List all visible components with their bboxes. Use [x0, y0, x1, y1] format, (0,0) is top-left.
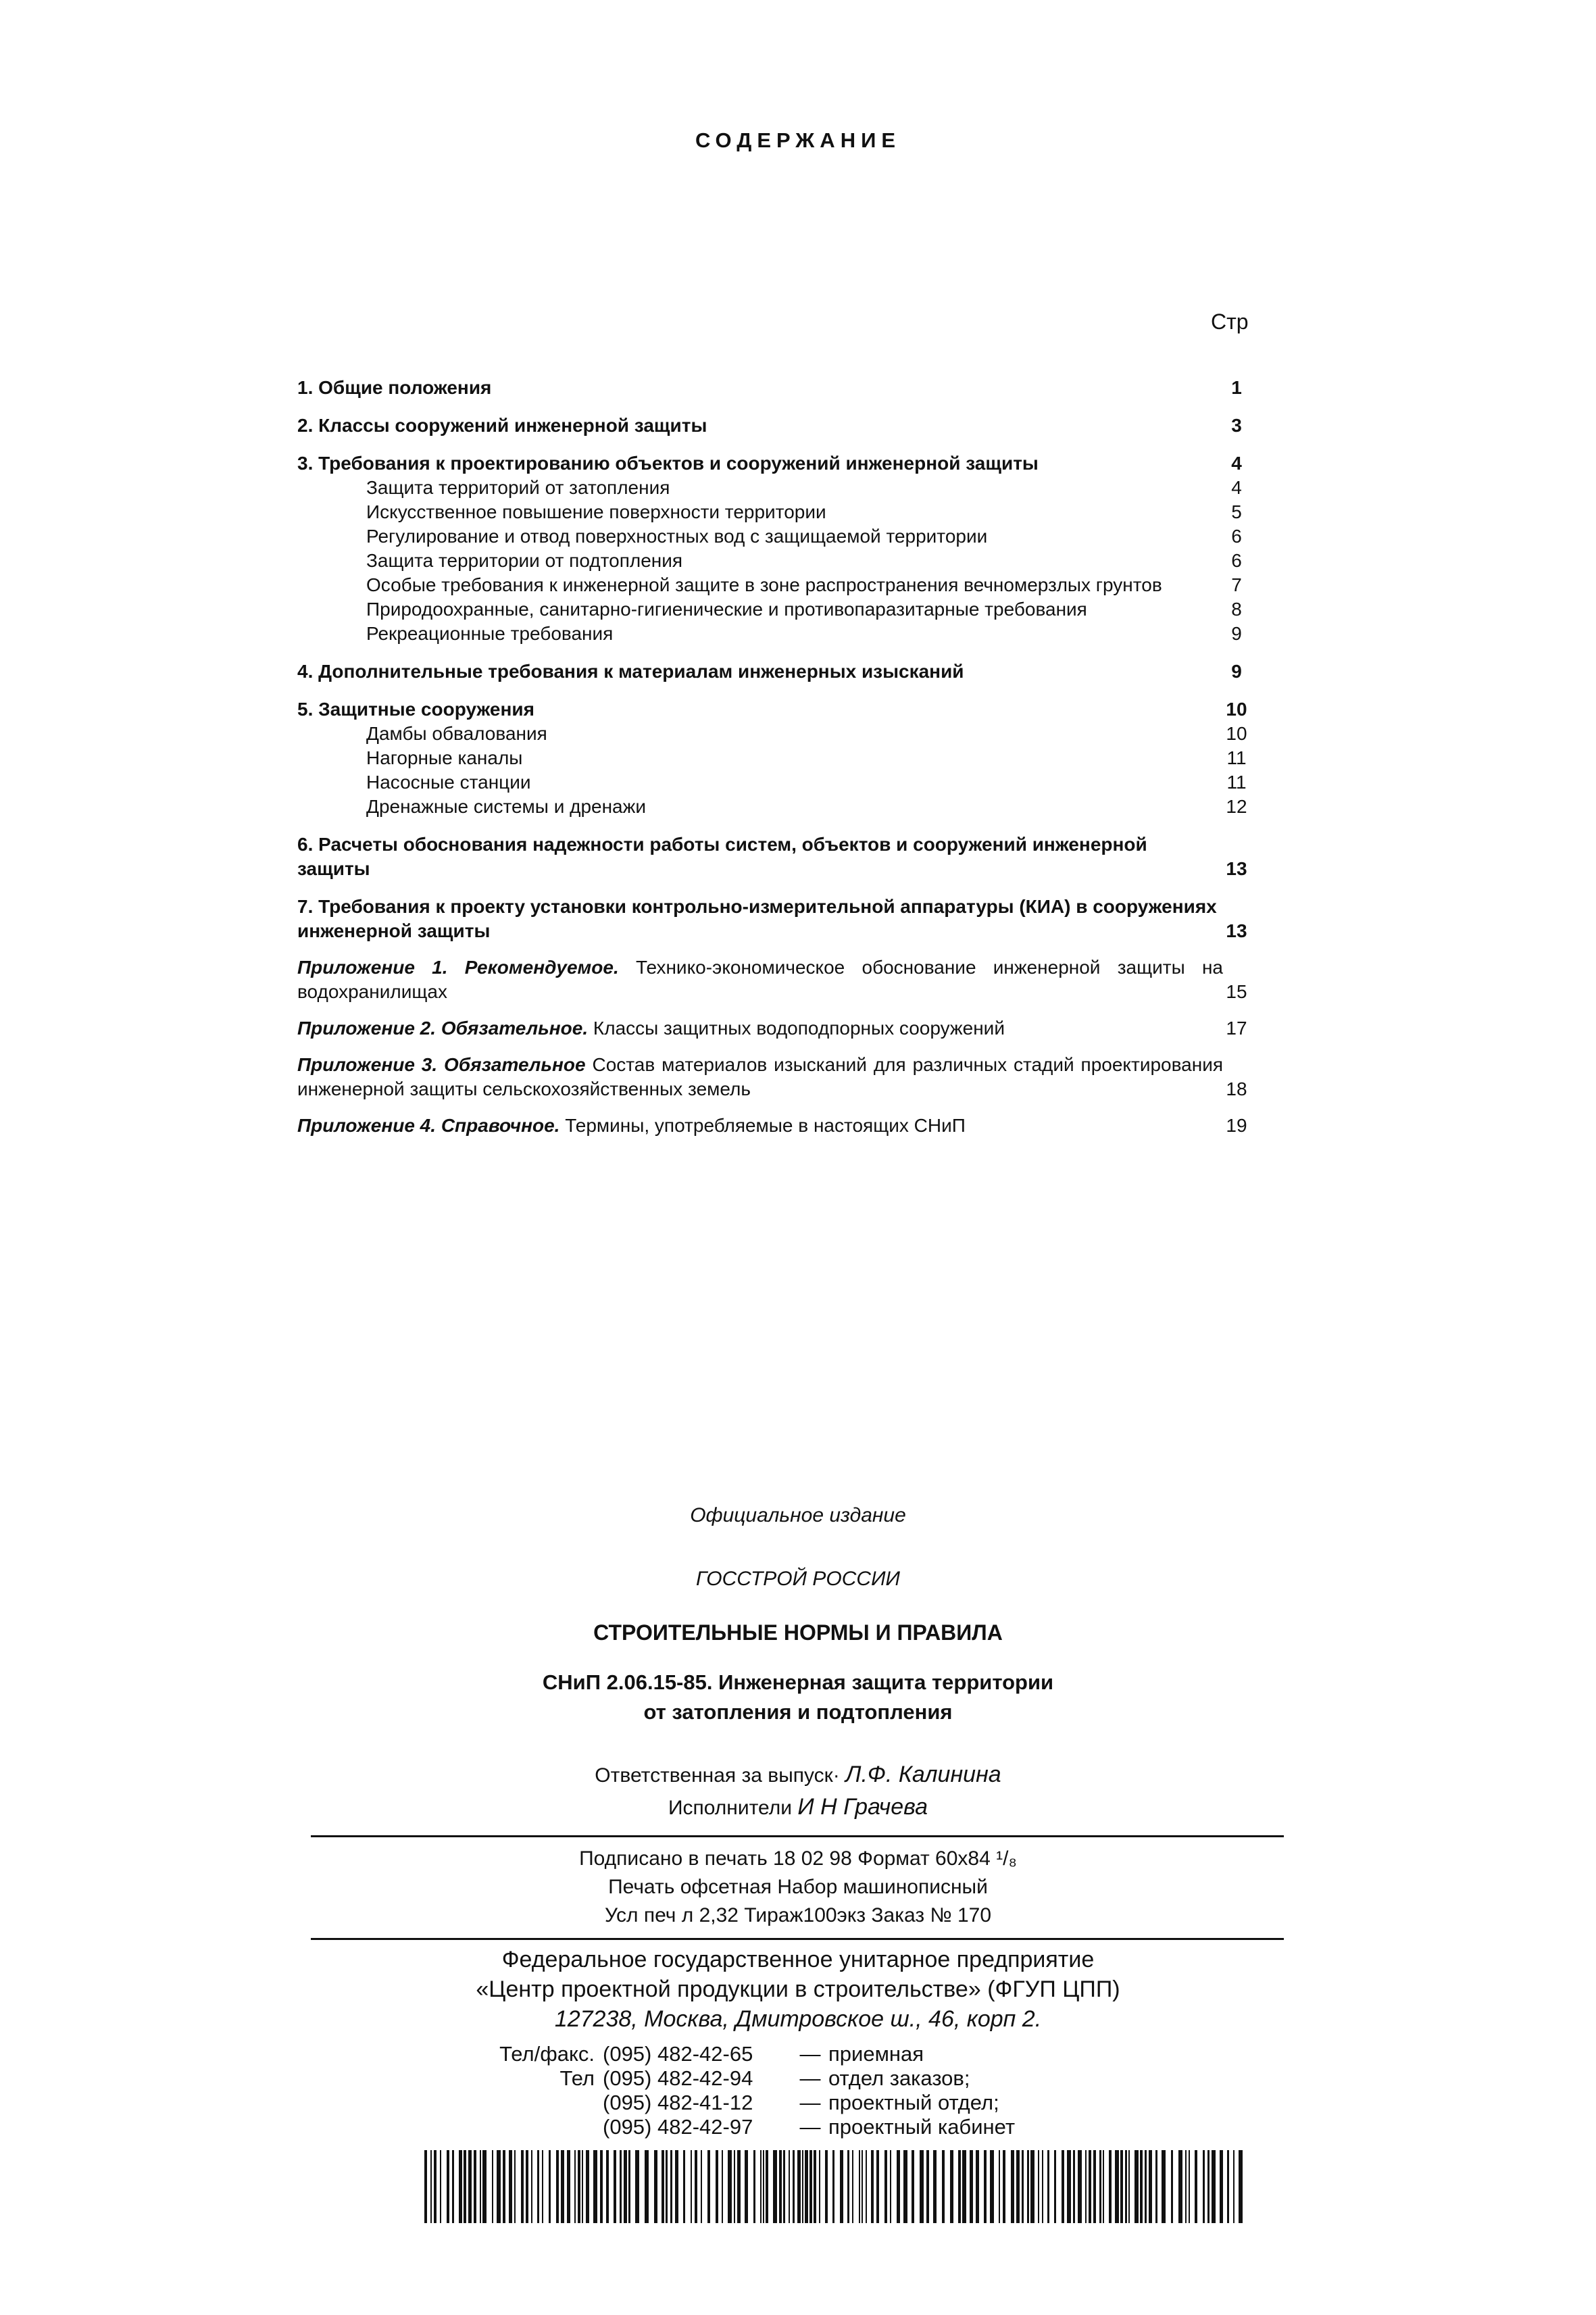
toc-subentry	[297, 795, 1257, 819]
toc-entry-text: Состав материалов изысканий для различных стадий проектирования инженерной защиты сельскохозяйственных земель	[297, 1054, 1223, 1099]
toc-entry-text: Нагорные каналы	[366, 747, 523, 768]
toc-subentry	[297, 500, 1257, 524]
contact-dept: приемная	[828, 2042, 924, 2066]
toc-entry-text: Рекреационные требования	[366, 623, 614, 644]
toc-entry-page: 5	[1231, 501, 1242, 522]
page-column-header: Стр	[1211, 309, 1249, 334]
responsible-persons	[0, 1759, 1596, 1824]
contact-dept: проектный кабинет	[828, 2115, 1016, 2139]
toc-entry-page: 11	[1226, 747, 1247, 768]
appendix-label: Приложение 4. Справочное.	[297, 1115, 560, 1136]
contact-phone: (095) 482-42-94	[603, 2066, 753, 2090]
toc-entry-text: 6. Расчеты обоснования надежности работы систем, объектов и сооружений инженерной защиты	[297, 834, 1147, 879]
toc-entry-page: 7	[1231, 574, 1242, 595]
toc-entry-page: 4	[1231, 453, 1242, 474]
org-line: Федеральное государственное унитарное предприятие	[501, 1947, 1095, 1972]
toc-entry-page: 13	[1226, 920, 1247, 941]
toc-subentry	[297, 597, 1257, 622]
barcode-graphic	[424, 2150, 1245, 2223]
toc-subentry	[297, 476, 1257, 500]
executors-label: Исполнители	[668, 1797, 792, 1819]
divider	[311, 1938, 1284, 1940]
toc-entry-text: Технико-экономическое обоснование инженерной защиты на водохранилищах	[297, 957, 1223, 1002]
toc-entry-text: 4. Дополнительные требования к материалам инженерных изысканий	[297, 661, 964, 682]
contact-row	[468, 2115, 1015, 2139]
series-title: СТРОИТЕЛЬНЫЕ НОРМЫ И ПРАВИЛА	[593, 1620, 1003, 1645]
contact-dept: отдел заказов;	[828, 2066, 970, 2090]
toc-appendix-entry	[297, 955, 1257, 1004]
toc-entry	[297, 451, 1257, 476]
toc-entry-text: Искусственное повышение поверхности территории	[366, 501, 826, 522]
toc-entry-page: 6	[1231, 550, 1242, 571]
toc-subentry	[297, 770, 1257, 795]
toc-entry-text: Защита территории от подтопления	[366, 550, 683, 571]
official-edition-label: Официальное издание	[690, 1504, 906, 1526]
toc-entry-text: 1. Общие положения	[297, 377, 492, 398]
toc-entry-text: 2. Классы сооружений инженерной защиты	[297, 415, 707, 436]
toc-appendix-entry	[297, 1016, 1257, 1041]
toc-entry-text: Дренажные системы и дренажи	[366, 796, 646, 817]
toc-entry-text: Насосные станции	[366, 772, 531, 793]
toc-entry-page: 9	[1231, 623, 1242, 644]
toc-entry-page: 18	[1226, 1078, 1247, 1099]
toc-entry	[297, 697, 1257, 722]
toc-appendix-entry	[297, 1114, 1257, 1138]
toc-appendix-entry	[297, 1053, 1257, 1101]
appendix-label: Приложение 2. Обязательное.	[297, 1018, 589, 1039]
toc-entry-page: 9	[1231, 661, 1242, 682]
toc-entry-page: 10	[1226, 699, 1247, 720]
print-details	[0, 1845, 1596, 1930]
divider	[311, 1835, 1284, 1837]
contact-phone: (095) 482-42-65	[603, 2042, 753, 2066]
org-line: «Центр проектной продукции в строительстве» (ФГУП ЦПП)	[476, 1976, 1120, 2002]
toc-subentry	[297, 746, 1257, 770]
toc-entry-text: Защита территорий от затопления	[366, 477, 670, 498]
contact-row	[468, 2066, 1015, 2091]
toc-entry-page: 6	[1231, 526, 1242, 547]
toc-entry-text: Термины, употребляемые в настоящих СНиП	[565, 1115, 966, 1136]
toc-entry	[297, 659, 1257, 684]
toc-entry-text: Особые требования к инженерной защите в зоне распространения вечномерзлых грунтов	[366, 574, 1162, 595]
toc-entry-page: 15	[1226, 981, 1247, 1002]
contact-label: Тел	[559, 2066, 595, 2090]
toc-subentry	[297, 524, 1257, 549]
org-address: 127238, Москва, Дмитровское ш., 46, корп 2.	[554, 2006, 1042, 2032]
toc-entry	[297, 376, 1257, 400]
toc-entry	[297, 414, 1257, 438]
contact-dash: —	[799, 2042, 821, 2066]
organization-block	[0, 1945, 1596, 2034]
publisher-name: ГОССТРОЙ РОССИИ	[695, 1568, 901, 1590]
contact-label	[468, 2091, 603, 2115]
toc-entry-text: Природоохранные, санитарно-гигиенические и противопаразитарные требования	[366, 599, 1087, 620]
toc-entry-page: 11	[1226, 772, 1247, 793]
contacts-list	[468, 2042, 1015, 2139]
toc-entry	[297, 832, 1257, 881]
toc-entry-page: 10	[1226, 723, 1247, 744]
contact-phone: (095) 482-41-12	[603, 2091, 753, 2114]
contact-dash: —	[799, 2091, 821, 2114]
contact-row	[468, 2091, 1015, 2115]
toc-entry-text: Регулирование и отвод поверхностных вод с защищаемой территории	[366, 526, 988, 547]
toc-entry-text: Дамбы обвалования	[366, 723, 547, 744]
print-line: Подписано в печать 18 02 98 Формат 60х84 ¹/₈	[579, 1847, 1017, 1870]
toc-title: СОДЕРЖАНИЕ	[695, 128, 901, 152]
contact-label: Тел/факс.	[499, 2042, 595, 2066]
print-line: Усл печ л 2,32 Тираж100экз Заказ № 170	[604, 1904, 992, 1926]
print-line: Печать офсетная Набор машинописный	[608, 1876, 988, 1898]
toc-entry-page: 12	[1226, 796, 1247, 817]
toc-entry-page: 4	[1231, 477, 1242, 498]
toc-subentry	[297, 573, 1257, 597]
toc-subentry	[297, 722, 1257, 746]
contact-phone: (095) 482-42-97	[603, 2115, 753, 2139]
contact-dept: проектный отдел;	[828, 2091, 999, 2114]
toc-subentry	[297, 549, 1257, 573]
appendix-label: Приложение 3. Обязательное	[297, 1054, 586, 1075]
appendix-label: Приложение 1. Рекомендуемое.	[297, 957, 619, 978]
toc-entry	[297, 895, 1257, 943]
table-of-contents	[297, 376, 1257, 1138]
toc-entry-text: 7. Требования к проекту установки контрольно-измерительной аппаратуры (КИА) в сооружениях инженерной защиты	[297, 896, 1217, 941]
contact-dash: —	[799, 2115, 821, 2139]
responsible-name: Л.Ф. Калинина	[845, 1762, 1001, 1787]
contact-dash: —	[799, 2066, 821, 2090]
document-title-line: от затопления и подтопления	[643, 1700, 953, 1724]
toc-entry-page: 17	[1226, 1018, 1247, 1039]
toc-subentry	[297, 622, 1257, 646]
toc-entry-page: 3	[1231, 415, 1242, 436]
toc-entry-page: 13	[1226, 858, 1247, 879]
executors-name: И Н Грачева	[797, 1794, 928, 1820]
toc-entry-text: 3. Требования к проектированию объектов и сооружений инженерной защиты	[297, 453, 1039, 474]
toc-entry-text: 5. Защитные сооружения	[297, 699, 534, 720]
document-title	[0, 1668, 1596, 1727]
responsible-label: Ответственная за выпуск·	[595, 1764, 840, 1787]
toc-entry-text: Классы защитных водоподпорных сооружений	[593, 1018, 1005, 1039]
toc-entry-page: 19	[1226, 1115, 1247, 1136]
document-title-line: СНиП 2.06.15-85. Инженерная защита территории	[542, 1670, 1054, 1694]
contact-label	[468, 2115, 603, 2139]
toc-entry-page: 8	[1231, 599, 1242, 620]
contact-row	[468, 2042, 1015, 2066]
toc-entry-page: 1	[1231, 377, 1242, 398]
